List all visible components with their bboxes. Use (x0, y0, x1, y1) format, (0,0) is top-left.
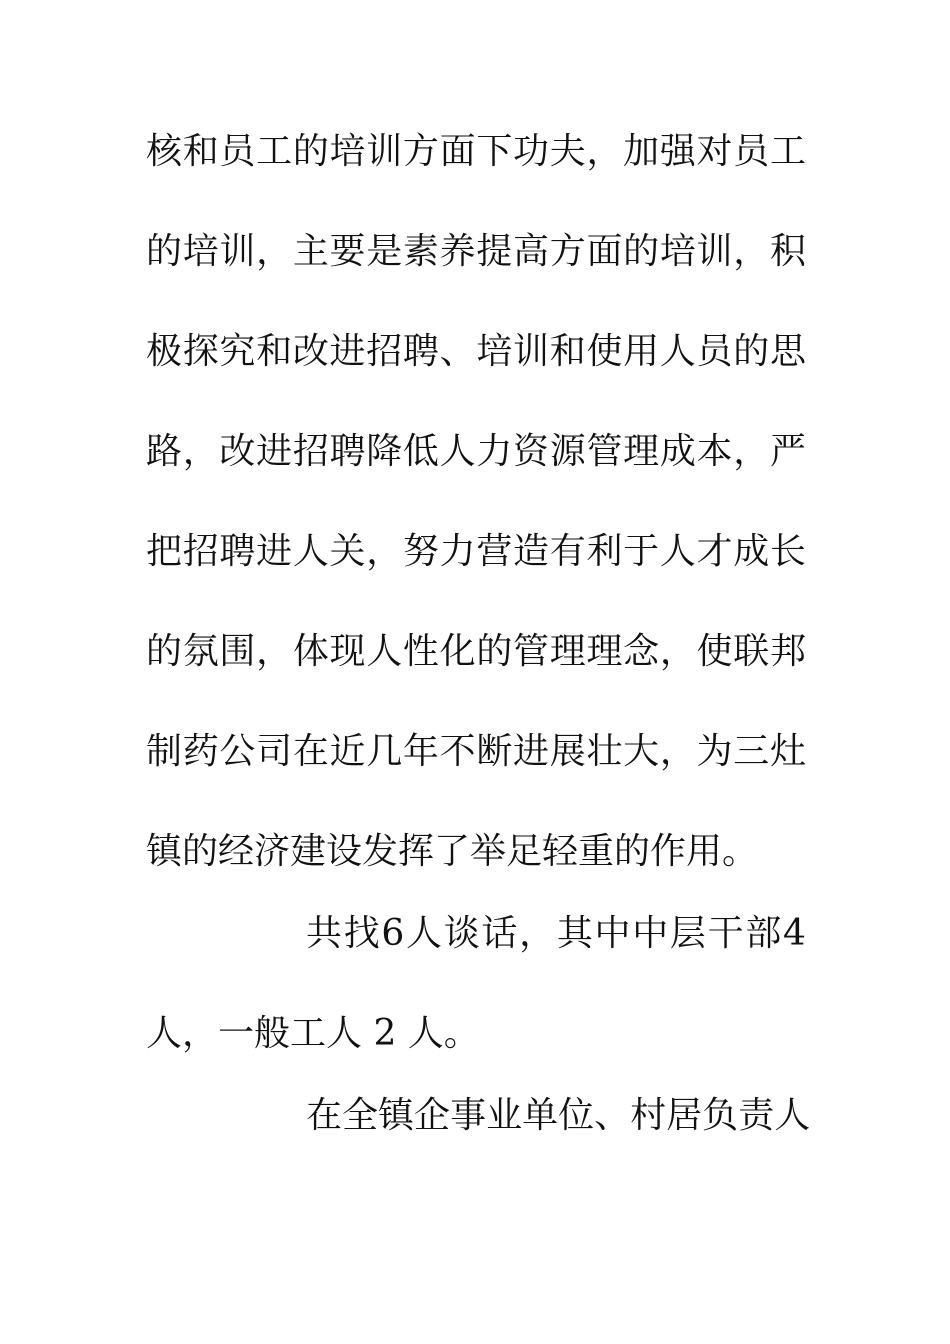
glyph: 极 (146, 331, 183, 372)
glyph: ， (733, 431, 770, 472)
glyph: 员 (696, 331, 733, 372)
glyph: ， (586, 131, 623, 172)
glyph: 是 (366, 231, 403, 272)
glyph: 对 (696, 131, 733, 172)
glyph: 资 (513, 431, 550, 472)
glyph: 司 (256, 731, 293, 772)
glyph: 员 (219, 131, 256, 172)
glyph: 业 (486, 1095, 523, 1136)
glyph: 低 (402, 431, 439, 472)
paragraph-line-1 (146, 132, 806, 172)
glyph: 路 (146, 431, 183, 472)
glyph: 人 (774, 1095, 811, 1136)
glyph: 人 (406, 913, 443, 954)
paragraph-line-3 (146, 332, 806, 372)
glyph: 用 (623, 331, 660, 372)
glyph: 管 (586, 431, 623, 472)
glyph: ， (733, 231, 770, 272)
glyph: 聘 (219, 531, 256, 572)
glyph: 人 (292, 531, 329, 572)
glyph: 责 (738, 1095, 775, 1136)
glyph: 严 (769, 431, 806, 472)
glyph: 招 (292, 431, 329, 472)
glyph: 的 (146, 631, 183, 672)
glyph: 灶 (769, 731, 806, 772)
glyph: ， (256, 631, 293, 672)
glyph: 力 (476, 431, 513, 472)
glyph: 共 (306, 913, 343, 954)
glyph: 中 (632, 913, 669, 954)
paragraph-line-4 (146, 432, 806, 472)
glyph: 训 (513, 331, 550, 372)
glyph: 全 (342, 1095, 379, 1136)
glyph: 理 (549, 631, 586, 672)
glyph: 要 (329, 231, 366, 272)
glyph: 话 (481, 913, 518, 954)
glyph: 公 (219, 731, 256, 772)
glyph: ， (366, 531, 403, 572)
glyph: 6 (381, 913, 405, 954)
glyph: 培 (659, 231, 696, 272)
glyph: 关 (329, 531, 366, 572)
glyph: 找 (343, 913, 380, 954)
glyph: 方 (402, 131, 439, 172)
glyph: 理 (623, 431, 660, 472)
glyph: 长 (769, 531, 806, 572)
glyph: 展 (549, 731, 586, 772)
glyph: 员 (733, 131, 770, 172)
paragraph-line-8: 镇的经济建设发挥了举足轻重的作用。 (146, 831, 759, 872)
glyph: 核 (146, 131, 183, 172)
glyph: 训 (696, 231, 733, 272)
glyph: 主 (292, 231, 329, 272)
glyph: 断 (476, 731, 513, 772)
glyph: 单 (522, 1095, 559, 1136)
glyph: 营 (476, 531, 513, 572)
glyph: 训 (366, 131, 403, 172)
glyph: 谈 (443, 913, 480, 954)
paragraph-line-2 (146, 232, 806, 272)
glyph: 人 (659, 331, 696, 372)
glyph: 大 (623, 731, 660, 772)
glyph: 近 (329, 731, 366, 772)
glyph: 力 (439, 531, 476, 572)
glyph: 和 (549, 331, 586, 372)
glyph: 工 (256, 131, 293, 172)
glyph: 究 (219, 331, 256, 372)
glyph: 思 (769, 331, 806, 372)
glyph: 利 (586, 531, 623, 572)
glyph: 制 (146, 731, 183, 772)
glyph: 居 (666, 1095, 703, 1136)
glyph: 下 (476, 131, 513, 172)
glyph: 人 (659, 531, 696, 572)
glyph: 招 (182, 531, 219, 572)
glyph: 培 (329, 131, 366, 172)
glyph: 联 (733, 631, 770, 672)
glyph: 聘 (329, 431, 366, 472)
paragraph-line-10: 人，一般工人 2 人。 (146, 1013, 480, 1054)
glyph: 改 (292, 331, 329, 372)
glyph: 村 (630, 1095, 667, 1136)
glyph: 负 (702, 1095, 739, 1136)
glyph: 和 (256, 331, 293, 372)
glyph: 性 (402, 631, 439, 672)
glyph: 的 (146, 231, 183, 272)
glyph: 氛 (182, 631, 219, 672)
glyph: 积 (769, 231, 806, 272)
glyph: 训 (219, 231, 256, 272)
glyph: 邦 (769, 631, 806, 672)
glyph: 其 (556, 913, 593, 954)
glyph: 培 (476, 331, 513, 372)
glyph: 的 (292, 131, 329, 172)
glyph: 体 (292, 631, 329, 672)
glyph: 几 (366, 731, 403, 772)
glyph: 人 (439, 431, 476, 472)
glyph: 强 (659, 131, 696, 172)
glyph: ， (659, 631, 696, 672)
glyph: 努 (402, 531, 439, 572)
glyph: 养 (439, 231, 476, 272)
glyph: 成 (659, 431, 696, 472)
glyph: 进 (513, 731, 550, 772)
glyph: 面 (439, 131, 476, 172)
glyph: 加 (623, 131, 660, 172)
glyph: 中 (594, 913, 631, 954)
paragraph-line-9 (306, 914, 806, 954)
glyph: 才 (696, 531, 733, 572)
glyph: 事 (450, 1095, 487, 1136)
glyph: 使 (586, 331, 623, 372)
glyph: 面 (586, 231, 623, 272)
glyph: 有 (549, 531, 586, 572)
paragraph-line-6 (146, 632, 806, 672)
glyph: ， (256, 231, 293, 272)
glyph: 、 (594, 1095, 631, 1136)
glyph: 提 (476, 231, 513, 272)
glyph: 在 (306, 1095, 343, 1136)
glyph: 的 (623, 231, 660, 272)
glyph: 管 (513, 631, 550, 672)
glyph: 的 (733, 331, 770, 372)
glyph: 方 (549, 231, 586, 272)
glyph: 、 (439, 331, 476, 372)
glyph: 干 (707, 913, 744, 954)
glyph: 念 (623, 631, 660, 672)
glyph: 本 (696, 431, 733, 472)
glyph: 和 (182, 131, 219, 172)
glyph: 招 (366, 331, 403, 372)
glyph: 层 (669, 913, 706, 954)
glyph: 药 (182, 731, 219, 772)
glyph: 现 (329, 631, 366, 672)
glyph: 探 (182, 331, 219, 372)
glyph: 的 (476, 631, 513, 672)
glyph: 部 (745, 913, 782, 954)
glyph: 镇 (378, 1095, 415, 1136)
glyph: 不 (439, 731, 476, 772)
glyph: 三 (733, 731, 770, 772)
glyph: 功 (513, 131, 550, 172)
glyph: 成 (733, 531, 770, 572)
glyph: 理 (586, 631, 623, 672)
glyph: 年 (402, 731, 439, 772)
glyph: 把 (146, 531, 183, 572)
glyph: 素 (402, 231, 439, 272)
paragraph-line-7 (146, 732, 806, 772)
glyph: 人 (366, 631, 403, 672)
glyph: 在 (292, 731, 329, 772)
glyph: 4 (783, 913, 806, 954)
glyph: 改 (219, 431, 256, 472)
glyph: 于 (623, 531, 660, 572)
paragraph-line-11 (306, 1095, 811, 1136)
glyph: 高 (513, 231, 550, 272)
glyph: 位 (558, 1095, 595, 1136)
glyph: ， (659, 731, 696, 772)
glyph: 围 (219, 631, 256, 672)
glyph: 夫 (549, 131, 586, 172)
glyph: 进 (256, 431, 293, 472)
glyph: 聘 (402, 331, 439, 372)
glyph: 使 (696, 631, 733, 672)
glyph: 工 (769, 131, 806, 172)
paragraph-line-5 (146, 532, 806, 572)
glyph: ， (519, 913, 556, 954)
glyph: 企 (414, 1095, 451, 1136)
glyph: 壮 (586, 731, 623, 772)
glyph: 培 (182, 231, 219, 272)
glyph: 进 (329, 331, 366, 372)
glyph: 源 (549, 431, 586, 472)
glyph: 化 (439, 631, 476, 672)
glyph: 进 (256, 531, 293, 572)
glyph: ， (182, 431, 219, 472)
glyph: 造 (513, 531, 550, 572)
glyph: 为 (696, 731, 733, 772)
glyph: 降 (366, 431, 403, 472)
